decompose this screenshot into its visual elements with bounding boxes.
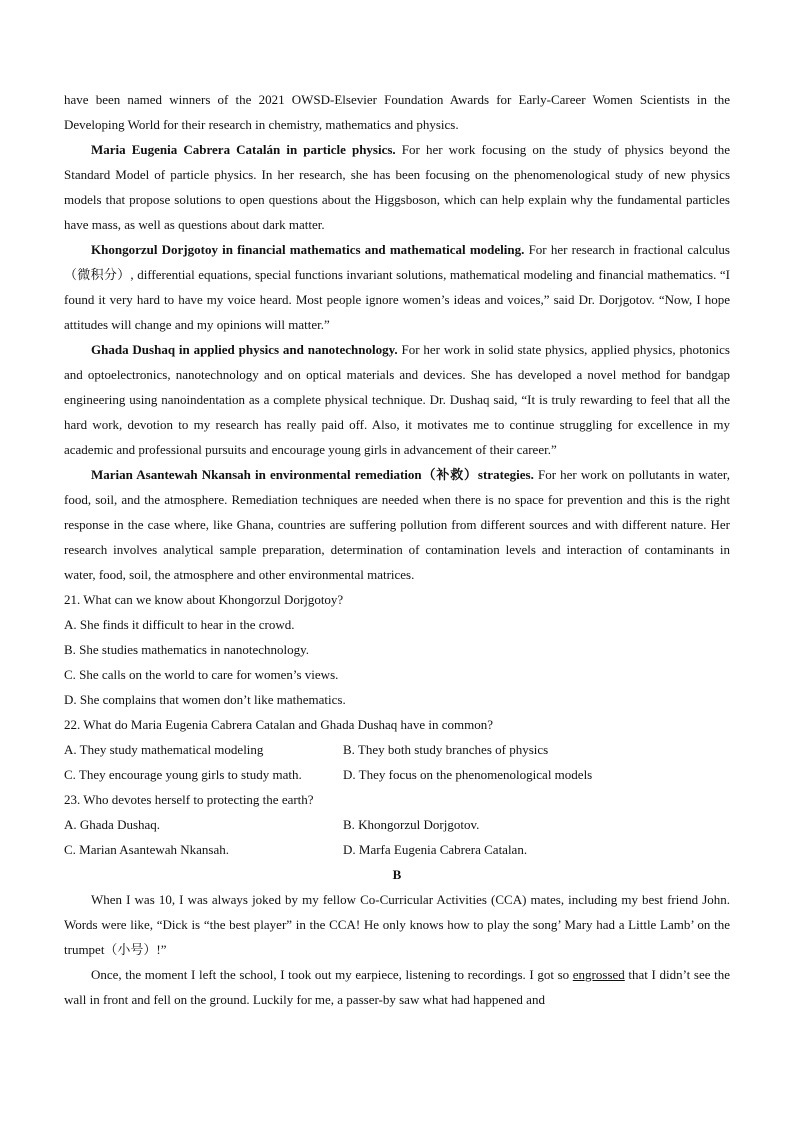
question-22-option-a: A. They study mathematical modeling [64,742,264,757]
question-21-option-c: C. She calls on the world to care for women’s views. [64,667,339,682]
intro-paragraph: have been named winners of the 2021 OWSD-Elsevier Foundation Awards for Early-Career Women Scientists in the Developing World for their research in chemistry, mathematics and physics. [64,92,730,132]
passage-b-paragraph-1: When I was 10, I was always joked by my fellow Co-Curricular Activities (CCA) mates, including my best friend John. Words were like, “Dick is “the best player” in the CCA! He only knows how to play the song’ Mary had a Little Lamb’ on the trumpet（小号）!” [64,892,730,957]
winner-text-nkansah: For her work on pollutants in water, food, soil, and the atmosphere. Remediation techniques are needed when there is no space for prevention and this is the right response in the case where, like Ghana, countries are suffering pollution from different sources and with different nature. Her research involves analytical sample preparation, determination of contamination levels and interaction of contaminants in water, food, soil, the atmosphere and other environmental matrices. [64,467,730,582]
question-22-option-b: B. They both study branches of physics [343,742,549,757]
passage-b-heading: B [392,867,402,882]
question-23-stem: 23. Who devotes herself to protecting the earth? [64,792,314,807]
question-23-option-b: B. Khongorzul Dorjgotov. [343,817,480,832]
question-22-options-row-1 [64,737,730,762]
question-22-stem: 22. What do Maria Eugenia Cabrera Catalan and Ghada Dushaq have in common? [64,717,493,732]
winner-text-dorjgotoy: For her research in fractional calculus（微积分）, differential equations, special functions invariant solutions, mathematical modeling and financial mathematics. “I found it very hard to have my voice heard. Most people ignore women’s ideas and voices,” said Dr. Dorjgotov. “Now, I hope attitudes will change and my opinions will matter.” [64,242,730,332]
question-23-options-row-2 [64,837,730,862]
question-22-option-c: C. They encourage young girls to study math. [64,767,302,782]
winner-name-catalan: Maria Eugenia Cabrera Catalán in particle physics. [91,142,396,157]
question-21-stem: 21. What can we know about Khongorzul Dorjgotoy? [64,592,344,607]
passage-b-p2-before: Once, the moment I left the school, I took out my earpiece, listening to recordings. I got so [91,967,573,982]
winner-text-dushaq: For her work in solid state physics, applied physics, photonics and optoelectronics, nanotechnology and on optical materials and devices. She has developed a novel method for bandgap engineering using nanoindentation as a complete physical technique. Dr. Dushaq said, “It is truly rewarding to feel that all the hard work, devotion to my research has really paid off. Also, it motivates me to continue struggling for excellence in my academic and professional pursuits and encourage young girls in advancement of their career.” [64,342,730,457]
question-21-option-a: A. She finds it difficult to hear in the crowd. [64,617,295,632]
winner-paragraph-catalan [64,137,730,237]
winner-paragraph-dorjgotoy [64,237,730,337]
passage-b-paragraph-2 [64,962,730,1012]
question-22-option-d: D. They focus on the phenomenological models [343,767,593,782]
question-22-options-row-2 [64,762,730,787]
document-page [64,87,730,1012]
question-21-option-b: B. She studies mathematics in nanotechnology. [64,642,310,657]
question-23-option-a: A. Ghada Dushaq. [64,817,161,832]
winner-paragraph-nkansah [64,462,730,587]
winner-name-nkansah: Marian Asantewah Nkansah in environmental remediation（补救）strategies. [91,467,534,482]
question-23-option-c: C. Marian Asantewah Nkansah. [64,842,229,857]
winner-paragraph-dushaq [64,337,730,462]
winner-text-catalan: For her work focusing on the study of physics beyond the Standard Model of particle physics. In her research, she has been focusing on the phenomenological study of new physics models that propose solutions to open questions about the Higgsboson, which can help explain why the fundamental particles have mass, as well as questions about dark matter. [64,142,730,232]
question-23-option-d: D. Marfa Eugenia Cabrera Catalan. [343,842,528,857]
winner-name-dorjgotoy: Khongorzul Dorjgotoy in financial mathematics and mathematical modeling. [91,242,525,257]
underlined-word-engrossed: engrossed [572,967,625,982]
question-21-option-d: D. She complains that women don’t like mathematics. [64,692,346,707]
passage-b-p2-after: that I didn’t see the wall in front and fell on the ground. Luckily for me, a passer-by saw what had happened and [64,967,731,1007]
winner-name-dushaq: Ghada Dushaq in applied physics and nanotechnology. [91,342,398,357]
question-23-options-row-1 [64,812,730,837]
